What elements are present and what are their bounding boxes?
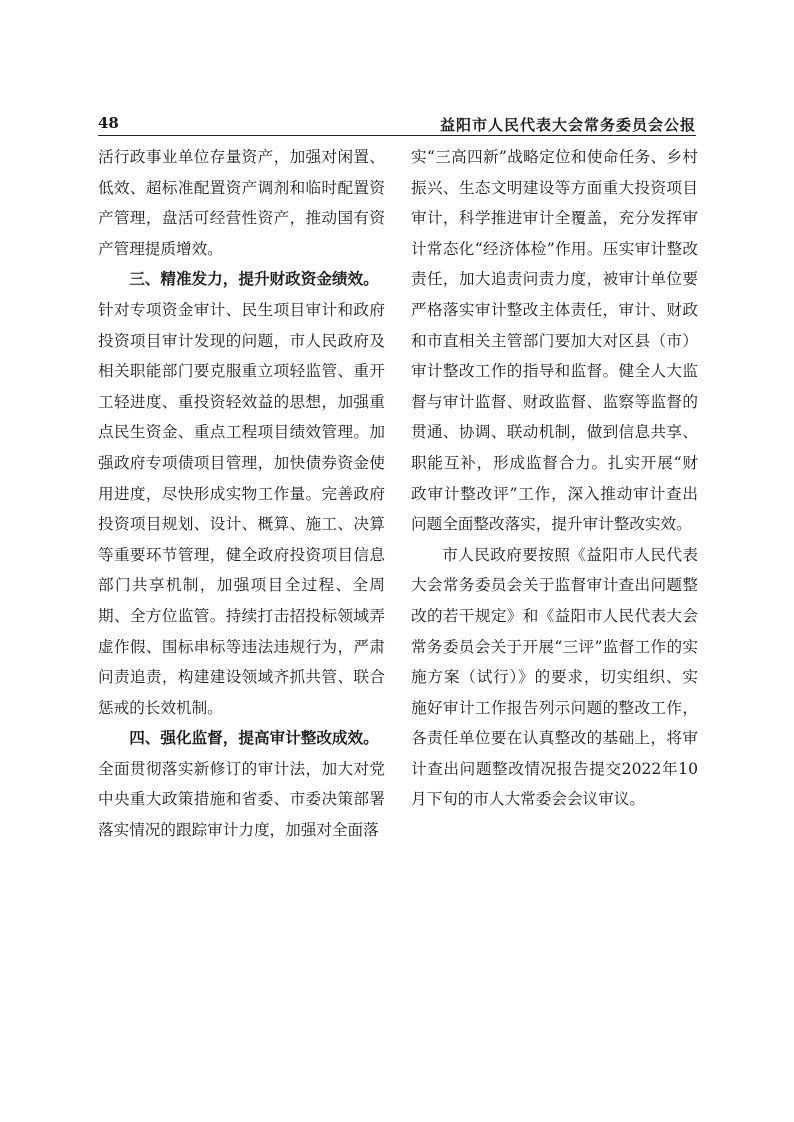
section-heading-4: 四、强化监督，提高审计整改成效。 [129,728,379,748]
left-column [98,142,385,846]
paragraph-audit-supervision: 全面贯彻落实新修订的审计法，加大对党中央重大政策措施和省委、市委决策部署落实情况的跟踪审计力度，加强对全面落 [98,759,385,840]
page-number: 48 [98,114,119,132]
right-column [411,142,698,815]
paragraph-government-requirement: 市人民政府要按照《益阳市人民代表大会常务委员会关于监督审计查出问题整改的若干规定》和《益阳市人民代表大会常务委员会关于开展“三评”监督工作的实施方案（试行）》的要求，切实组织、实施好审计工作报告列示问题的整改工作，各责任单位要在认真整改的基础上，将审计查出问题整改情况报告提交2022年10月下旬的市人大常委会会议审议。 [411,545,698,809]
page-header [98,112,696,136]
journal-title: 益阳市人民代表大会常务委员会公报 [439,116,696,134]
header-rule [98,135,696,136]
paragraph-audit-rectification: 实“三高四新”战略定位和使命任务、乡村振兴、生态文明建设等方面重大投资项目审计，科学推进审计全覆盖，充分发挥审计常态化“经济体检”作用。压实审计整改责任，加大追责问责力度，被审计单位要严格落实审计整改主体责任，审计、财政和市直相关主管部门要加大对区县（市）审计整改工作的指导和监督。健全人大监督与审计监督、财政监督、监察等监督的贯通、协调、联动机制，做到信息共享、职能互补，形成监督合力。扎实开展“财政审计整改评”工作，深入推动审计查出问题全面整改落实，提升审计整改实效。 [411,148,698,534]
paragraph-fund-performance: 针对专项资金审计、民生项目审计和政府投资项目审计发现的问题，市人民政府及相关职能部门要克服重立项轻监管、重开工轻进度、重投资轻效益的思想，加强重点民生资金、重点工程项目绩效管理。加强政府专项债项目管理，加快债券资金使用进度，尽快形成实物工作量。完善政府投资项目规划、设计、概算、施工、决算等重要环节管理，健全政府投资项目信息部门共享机制，加强项目全过程、全周期、全方位监管。持续打击招投标领域弄虚作假、围标串标等违法违规行为，严肃问责追责，构建建设领域齐抓共管、联合惩戒的长效机制。 [98,300,385,717]
paragraph-asset-management: 活行政事业单位存量资产，加强对闲置、低效、超标准配置资产调剂和临时配置资产管理，盘活可经营性资产，推动国有资产管理提质增效。 [98,148,385,258]
section-heading-3: 三、精准发力，提升财政资金绩效。 [129,269,379,289]
